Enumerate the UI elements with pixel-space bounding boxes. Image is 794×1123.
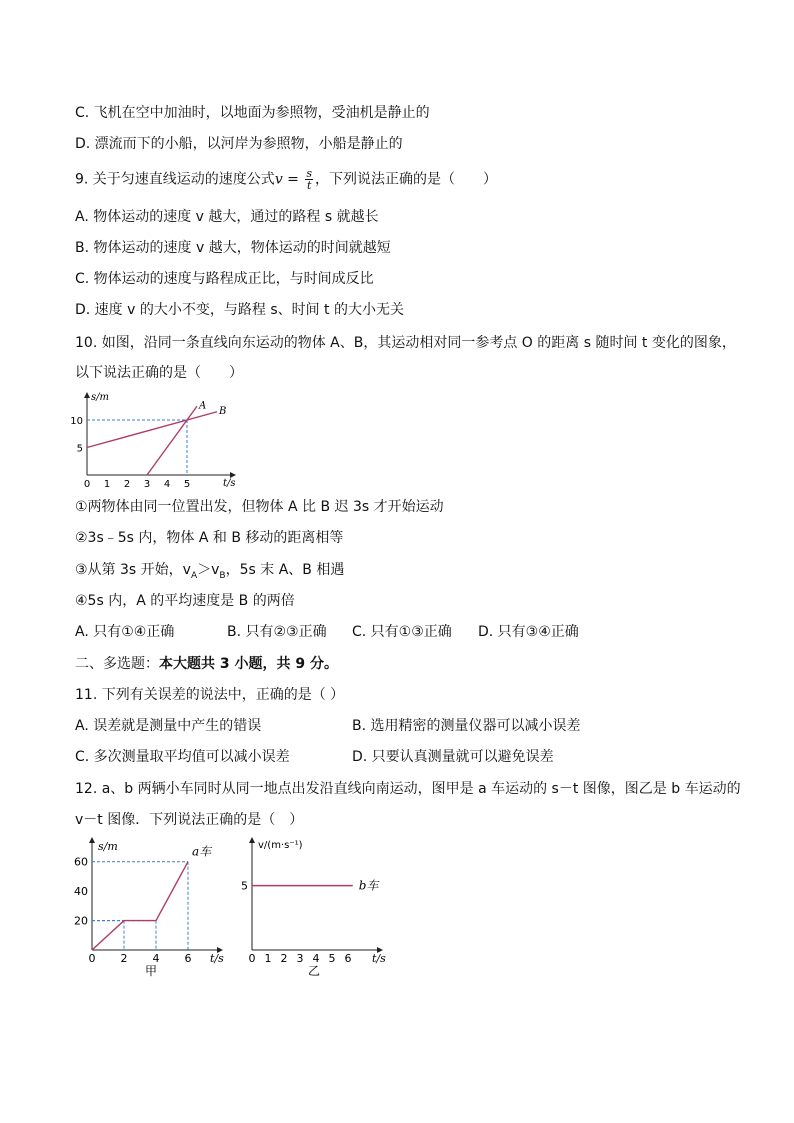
- q10-x-tick-label: 3: [143, 479, 151, 490]
- q10-s3-pre: ③从第 3s 开始，v: [75, 562, 191, 578]
- q12a-x-tick-label: 4: [152, 952, 160, 965]
- q10-statement-4: ④5s 内，A 的平均速度是 B 的两倍: [75, 593, 295, 609]
- q10-statement-2: ②3s﹣5s 内，物体 A 和 B 移动的距离相等: [75, 530, 344, 546]
- q10-x-label: t/s: [223, 478, 236, 489]
- q10-x-tick-label: 2: [123, 479, 131, 490]
- q12a-y-tick-label: 60: [74, 855, 88, 869]
- q12-chart-b: [232, 834, 392, 984]
- q9-formula-eq: =: [282, 171, 304, 188]
- q9-formula-den: t: [306, 179, 312, 192]
- q10-s3-post: ，5s 末 A、B 相遇: [225, 562, 345, 578]
- q12b-x-label: t/s: [372, 952, 386, 965]
- q9-option-c: C. 物体运动的速度与路程成正比，与时间成反比: [75, 271, 374, 287]
- q9-stem-pre: 9. 关于匀速直线运动的速度公式: [75, 171, 275, 188]
- q10-series-label-B: B: [219, 405, 227, 417]
- q11-option-a: A. 误差就是测量中产生的错误: [75, 718, 262, 734]
- q10-series-line-B: [87, 412, 217, 448]
- q12a-y-tick-label: 40: [74, 885, 88, 899]
- q9-formula-v: v: [274, 171, 283, 188]
- q12a-series-line-a车: [92, 862, 188, 950]
- q10-option-a: A. 只有①④正确: [75, 624, 175, 640]
- q10-y-tick-label: 10: [70, 416, 83, 427]
- q10-series-label-A: A: [199, 400, 207, 412]
- q12b-y-tick-label: 5: [241, 879, 248, 893]
- q12b-y-label: v/(m·s⁻¹): [258, 840, 303, 851]
- q12a-x-tick-label: 6: [184, 952, 192, 965]
- q10-option-b: B. 只有②③正确: [227, 624, 327, 640]
- q12-chart-a: [72, 834, 232, 984]
- q10-x-tick-label: 0: [83, 479, 91, 490]
- q10-statement-1: ①两物体由同一位置出发，但物体 A 比 B 迟 3s 才开始运动: [75, 499, 444, 515]
- q12b-series-label-b车: b车: [358, 878, 379, 893]
- q12b-x-tick-label: 5: [328, 952, 336, 965]
- q12a-title: 甲: [145, 964, 158, 978]
- section-heading: [75, 655, 338, 673]
- q9-option-a: A. 物体运动的速度 v 越大，通过的路程 s 就越长: [75, 209, 379, 225]
- q10-s3-sub-b: B: [219, 570, 226, 581]
- q11-option-d: D. 只要认真测量就可以避免误差: [352, 749, 554, 765]
- q12a-y-tick-label: 20: [74, 914, 88, 928]
- q10-option-d: D. 只有③④正确: [478, 624, 579, 640]
- q12b-x-tick-label: 1: [264, 952, 272, 965]
- q12-stem-line2: v－t 图像．下列说法正确的是（ ）: [75, 812, 304, 828]
- section-heading-pre: 二、多选题：: [75, 656, 159, 672]
- q10-x-tick-label: 1: [103, 479, 111, 490]
- q10-s3-sub-a: A: [190, 570, 198, 581]
- q11-stem: 11. 下列有关误差的说法中，正确的是（ ）: [75, 687, 345, 703]
- q12b-x-tick-label: 4: [312, 952, 320, 965]
- q10-y-label: s/m: [91, 392, 109, 403]
- q12-stem-line1: 12. a、b 两辆小车同时从同一地点出发沿直线向南运动，图甲是 a 车运动的 s－t 图像，图乙是 b 车运动的: [75, 781, 741, 797]
- q11-option-c: C. 多次测量取平均值可以减小误差: [75, 749, 290, 765]
- q10-x-tick-label: 4: [163, 479, 171, 490]
- q8-option-d: D. 漂流而下的小船，以河岸为参照物，小船是静止的: [75, 136, 403, 152]
- q8-option-c: C. 飞机在空中加油时，以地面为参照物，受油机是静止的: [75, 105, 430, 121]
- q12b-title: 乙: [308, 964, 321, 978]
- q12a-x-tick-label: 0: [88, 952, 96, 965]
- q10-y-tick-label: 5: [76, 443, 83, 455]
- q9-option-d: D. 速度 v 的大小不变，与路程 s、时间 t 的大小无关: [75, 302, 404, 318]
- q12b-x-tick-label: 3: [296, 952, 304, 965]
- q10-series-line-A: [147, 406, 197, 475]
- q10-stem-line2: 以下说法正确的是（ ）: [75, 365, 243, 381]
- q10-statement-3: [75, 561, 344, 585]
- q10-x-tick-label: 5: [183, 479, 191, 490]
- q12a-y-label: s/m: [98, 840, 118, 853]
- q9-formula-num: s: [306, 167, 313, 180]
- q9-stem: [75, 168, 497, 191]
- q9-formula-fraction: [305, 168, 313, 191]
- section-heading-bold: 本大题共 3 小题，共 9 分。: [159, 656, 338, 672]
- q11-option-b: B. 选用精密的测量仪器可以减小误差: [352, 718, 581, 734]
- q12b-x-tick-label: 6: [344, 952, 352, 965]
- q12a-x-label: t/s: [210, 952, 224, 965]
- q12b-x-tick-label: 0: [248, 952, 256, 965]
- q10-stem-line1: 10. 如图，沿同一条直线向东运动的物体 A、B，其运动相对同一参考点 O 的距离 s 随时间 t 变化的图象，: [75, 335, 736, 351]
- q12a-x-tick-label: 2: [120, 952, 128, 965]
- q12b-x-tick-label: 2: [280, 952, 288, 965]
- q9-stem-post: ，下列说法正确的是（ ）: [315, 171, 498, 188]
- q10-option-c: C. 只有①③正确: [352, 624, 452, 640]
- q10-chart: [70, 388, 245, 490]
- q10-s3-gt: ＞v: [197, 562, 220, 578]
- q9-option-b: B. 物体运动的速度 v 越大，物体运动的时间就越短: [75, 240, 391, 256]
- q12a-series-label-a车: a车: [192, 844, 212, 859]
